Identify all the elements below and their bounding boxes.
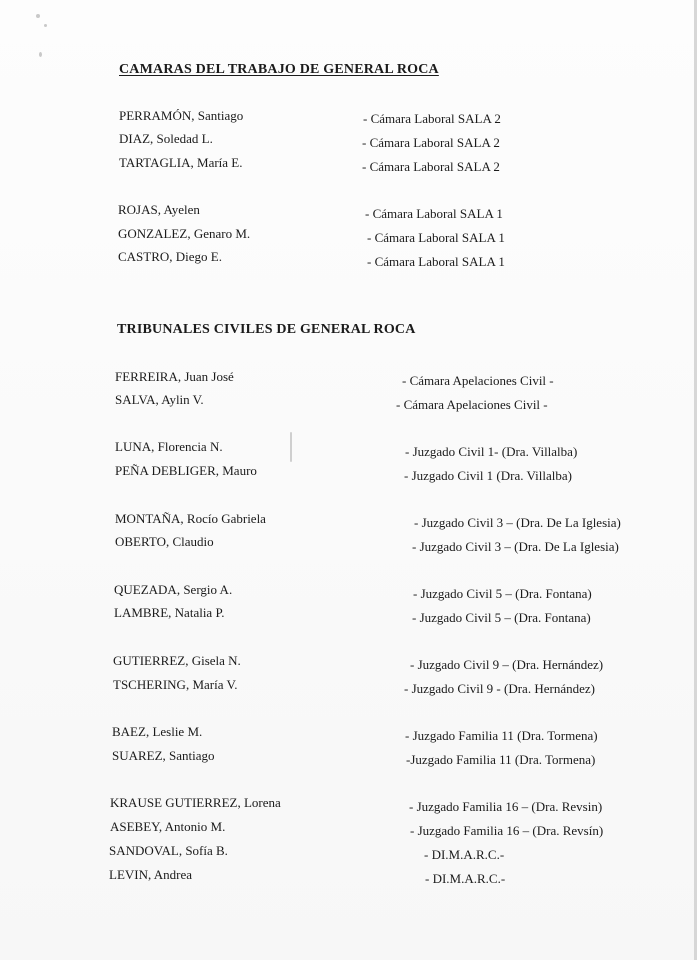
entry-name: PEÑA DEBLIGER, Mauro [115,463,257,478]
entry-assignment: - Cámara Laboral SALA 2 [362,135,500,150]
entry-name: GUTIERREZ, Gisela N. [113,653,241,668]
entry-assignment: - Cámara Laboral SALA 1 [367,254,505,269]
entry-name: LUNA, Florencia N. [115,439,223,454]
entry-assignment: - Cámara Laboral SALA 2 [362,159,500,174]
entry-assignment: - Juzgado Civil 3 – (Dra. De La Iglesia) [414,515,621,530]
entry-name: MONTAÑA, Rocío Gabriela [115,511,266,526]
entry-name: TSCHERING, María V. [113,677,238,692]
entry-assignment: - Juzgado Civil 5 – (Dra. Fontana) [413,586,592,601]
entry-assignment: - Cámara Laboral SALA 1 [365,206,503,221]
entry-assignment: - Cámara Laboral SALA 2 [363,111,501,126]
entry-name: KRAUSE GUTIERREZ, Lorena [110,795,281,810]
scan-speck [44,24,47,27]
entry-name: QUEZADA, Sergio A. [114,582,233,597]
scan-speck [290,432,292,462]
entry-name: BAEZ, Leslie M. [112,724,203,739]
entry-assignment: - Cámara Apelaciones Civil - [396,397,548,412]
entry-name: GONZALEZ, Genaro M. [118,226,251,241]
entry-name: SUAREZ, Santiago [112,748,215,763]
entry-name: PERRAMÓN, Santiago [119,108,244,123]
entry-assignment: - Juzgado Civil 1- (Dra. Villalba) [405,444,578,459]
entry-name: SALVA, Aylin V. [115,392,204,407]
scan-speck [36,14,40,18]
section-title-camaras-trabajo: CAMARAS DEL TRABAJO DE GENERAL ROCA [119,62,439,77]
entry-assignment: - Juzgado Civil 9 – (Dra. Hernández) [410,657,604,672]
entry-assignment: - Cámara Apelaciones Civil - [402,373,554,388]
entry-name: SANDOVAL, Sofía B. [109,843,228,858]
entry-assignment: - Cámara Laboral SALA 1 [367,230,505,245]
entry-name: CASTRO, Diego E. [118,249,222,264]
entry-name: ROJAS, Ayelen [118,202,200,217]
entry-name: ASEBEY, Antonio M. [110,819,226,834]
entry-assignment: -Juzgado Familia 11 (Dra. Tormena) [406,752,596,767]
entry-name: LAMBRE, Natalia P. [114,605,225,620]
entry-assignment: - Juzgado Civil 3 – (Dra. De La Iglesia) [412,539,619,554]
entry-assignment: - Juzgado Civil 1 (Dra. Villalba) [404,468,572,483]
entry-assignment: - Juzgado Civil 9 - (Dra. Hernández) [404,681,595,696]
entry-name: DIAZ, Soledad L. [119,131,213,146]
entry-name: OBERTO, Claudio [115,534,214,549]
entry-name: LEVIN, Andrea [109,867,193,882]
entry-assignment: - Juzgado Familia 16 – (Dra. Revsin) [409,799,603,814]
section-title-tribunales-civiles: TRIBUNALES CIVILES DE GENERAL ROCA [117,322,416,337]
entry-assignment: - Juzgado Familia 16 – (Dra. Revsín) [410,823,604,838]
scan-speck [39,52,42,57]
entry-assignment: - DI.M.A.R.C.- [425,871,506,886]
entry-name: TARTAGLIA, María E. [119,155,243,170]
entry-name: FERREIRA, Juan José [115,369,234,384]
entry-assignment: - Juzgado Familia 11 (Dra. Tormena) [405,728,598,743]
entry-assignment: - Juzgado Civil 5 – (Dra. Fontana) [412,610,591,625]
entry-assignment: - DI.M.A.R.C.- [424,847,505,862]
